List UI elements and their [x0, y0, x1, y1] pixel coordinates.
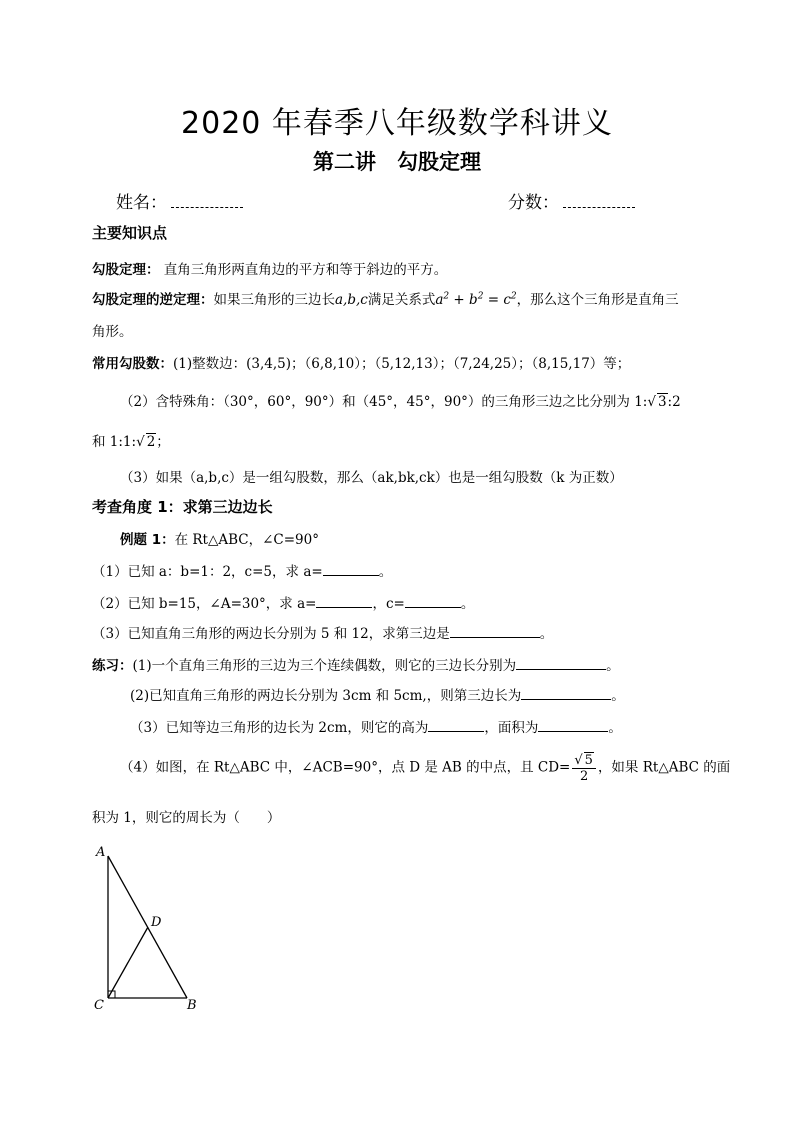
- practice-2: (2)已知直角三角形的两边长分别为 3cm 和 5cm,，则第三边长为 。: [130, 684, 625, 704]
- section-key-points-heading: 主要知识点: [92, 224, 168, 242]
- score-label: 分数：: [508, 193, 559, 213]
- label-a: A: [96, 845, 106, 860]
- answer-blank-q1[interactable]: [323, 561, 379, 576]
- label-c: C: [94, 998, 104, 1013]
- practice-4-cont: 积为 1，则它的周长为（ ）: [92, 810, 281, 826]
- median-cd: [108, 927, 148, 998]
- special-angles-line-cont: 和 1:1:√ 2；: [92, 434, 170, 450]
- practice-4: （4）如图，在 Rt△ABC 中，∠ACB=90°，点 D 是 AB 的中点，且 CD= $\frac{√ 5}{2}$ ，如果 Rt△ABC 的面: [120, 753, 731, 784]
- label-d: D: [151, 915, 162, 930]
- answer-blank-p3-area[interactable]: [538, 717, 608, 732]
- label-b: B: [187, 998, 197, 1013]
- question-3: （3）已知直角三角形的两边长分别为 5 和 12，求第三边是 。: [92, 622, 553, 642]
- answer-blank-p3-height[interactable]: [428, 717, 484, 732]
- answer-blank-q3[interactable]: [450, 623, 540, 638]
- answer-blank-p1[interactable]: [516, 655, 606, 670]
- practice-1: 练习：(1)一个直角三角形的三边为三个连续偶数，则它的三边长分别为 。: [92, 654, 620, 674]
- name-label: 姓名：: [116, 193, 167, 213]
- question-2: （2）已知 b=15，∠A=30°，求 a= ，c= 。: [92, 592, 474, 612]
- name-blank[interactable]: [171, 194, 243, 208]
- sqrt3-symbol: √ 3: [647, 394, 667, 410]
- score-blank[interactable]: [563, 194, 635, 208]
- multiple-triples-line: （3）如果（a,b,c）是一组勾股数，那么（ak,bk,ck）也是一组勾股数（k 为正数）: [120, 470, 623, 486]
- special-angles-line: （2）含特殊角：（30°，60°，90°）和（45°，45°，90°）的三角形三边之比分别为 1:√ 3:2: [120, 394, 681, 410]
- page-title: 2020 年春季八年级数学科讲义: [181, 106, 613, 141]
- answer-blank-p2[interactable]: [521, 685, 611, 700]
- score-field[interactable]: [508, 188, 635, 213]
- common-triples-line: 常用勾股数：(1)整数边：(3,4,5)；（6,8,10）；（5,12,13）；（7,24,25）；（8,15,17）等；: [92, 356, 631, 372]
- name-field[interactable]: [116, 188, 243, 213]
- practice-3: （3）已知等边三角形的边长为 2cm，则它的高为 ，面积为 。: [130, 716, 622, 736]
- answer-blank-q2-a[interactable]: [316, 593, 372, 608]
- theorem-line: 勾股定理： 直角三角形两直角边的平方和等于斜边的平方。: [92, 262, 448, 278]
- example1-line: 例题 1：在 Rt△ABC，∠C=90°: [120, 532, 319, 548]
- fraction-sqrt5-over-2: $\frac{√ 5}{2}$: [572, 752, 596, 784]
- triangle-figure: [86, 842, 216, 1017]
- converse-line-cont: 角形。: [92, 324, 133, 340]
- section-angle1-heading: 考查角度 1：求第三边边长: [92, 498, 273, 516]
- pythagorean-formula: $a^2 + b^2 = c^2$: [435, 291, 517, 308]
- lesson-subtitle: 第二讲 勾股定理: [313, 150, 481, 174]
- sqrt2-symbol: √ 2: [136, 434, 156, 450]
- question-1: （1）已知 a：b=1：2，c=5，求 a= 。: [92, 560, 392, 580]
- converse-line: 勾股定理的逆定理：如果三角形的三边长a,b,c满足关系式$a^2 + b^2 = c^2$，那么这个三角形是直角三: [92, 291, 679, 308]
- answer-blank-q2-c[interactable]: [405, 593, 461, 608]
